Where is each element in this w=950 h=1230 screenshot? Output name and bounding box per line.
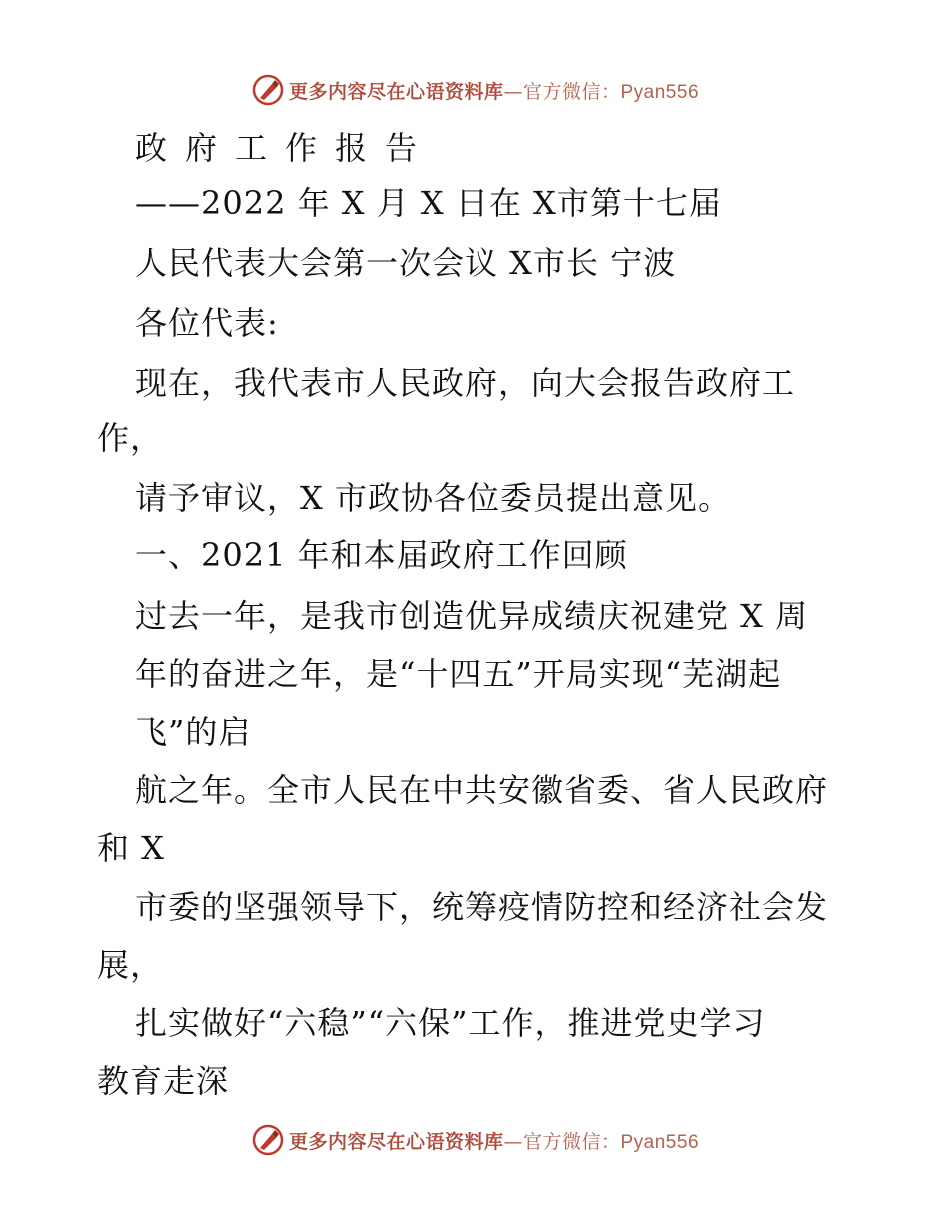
- pen-nib-logo-icon: [251, 1123, 285, 1157]
- watermark-separator: —: [503, 80, 523, 103]
- document-subtitle-line-2: 人民代表大会第一次会议 X市长 宁波: [135, 244, 677, 282]
- watermark-account: Pyan556: [620, 1131, 700, 1153]
- section-heading: 一、2021 年和本届政府工作回顾: [135, 536, 628, 574]
- footer-watermark: [0, 1120, 950, 1160]
- paragraph-line: 作，: [97, 419, 164, 457]
- paragraph-line: 扎实做好“六稳”“六保”工作，推进党史学习: [135, 1004, 766, 1042]
- salutation: 各位代表:: [135, 304, 279, 342]
- watermark-separator: —: [503, 1130, 523, 1153]
- paragraph-line: 教育走深: [97, 1062, 230, 1100]
- watermark-channel: 官方微信：: [522, 1130, 621, 1153]
- watermark-brand: 更多内容尽在心语资料库: [288, 80, 504, 103]
- paragraph-line: 展，: [97, 946, 164, 984]
- watermark-channel: 官方微信：: [522, 80, 621, 103]
- paragraph-line: 过去一年，是我市创造优异成绩庆祝建党 X 周: [135, 597, 809, 635]
- paragraph-line: 现在，我代表市人民政府，向大会报告政府工: [135, 364, 796, 402]
- watermark-brand: 更多内容尽在心语资料库: [288, 1130, 504, 1153]
- watermark-text: [289, 1127, 699, 1154]
- paragraph-line: 年的奋进之年，是“十四五”开局实现“芜湖起: [135, 655, 782, 693]
- paragraph-line: 和 X: [97, 829, 165, 867]
- document-title: 政府工作报告: [135, 129, 436, 167]
- watermark-account: Pyan556: [620, 81, 700, 103]
- paragraph-line: 市委的坚强领导下，统筹疫情防控和经济社会发: [135, 888, 829, 926]
- paragraph-line: 飞”的启: [135, 713, 252, 751]
- document-subtitle-line-1: ——2022 年 X 月 X 日在 X市第十七届: [135, 184, 722, 222]
- paragraph-line: 航之年。全市人民在中共安徽省委、省人民政府: [135, 771, 829, 809]
- paragraph-line: 请予审议，X 市政协各位委员提出意见。: [135, 479, 731, 517]
